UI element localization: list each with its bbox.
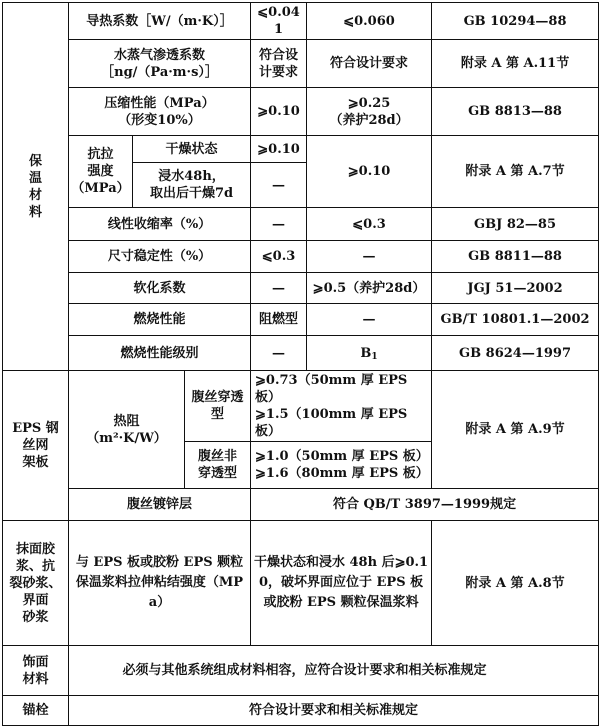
value-non-penetrating: ⩾1.0（50mm 厚 EPS 板） ⩾1.6（80mm 厚 EPS 板） — [251, 442, 432, 489]
test-method: GB 10294—88 — [432, 3, 599, 40]
test-method: 附录 A 第 A.9节 — [432, 371, 599, 489]
item-thermal-resistance: 热阻 （m²·K/W） — [69, 371, 185, 489]
value-1: — — [251, 163, 307, 208]
item-compression: 压缩性能（MPa） （形变10%） — [69, 88, 251, 136]
category-eps-panel: EPS 钢 丝网 架板 — [3, 371, 69, 521]
table-row — [3, 3, 599, 40]
value-2: — — [307, 304, 432, 336]
value-1: — — [251, 336, 307, 371]
item-vapor-permeability: 水蒸气渗透系数 ［ng/（Pa·m·s）］ — [69, 40, 251, 88]
category-anchor: 锚栓 — [3, 696, 69, 726]
table-row — [3, 646, 599, 696]
value-1: — — [251, 208, 307, 241]
table-row — [3, 336, 599, 371]
table-row — [3, 273, 599, 304]
value-1: ⩾0.10 — [251, 136, 307, 163]
category-insulation: 保 温 材 料 — [3, 3, 69, 371]
item-softening-coefficient: 软化系数 — [69, 273, 251, 304]
table-row — [3, 696, 599, 726]
table-row — [3, 521, 599, 646]
value-1: 符合设 计要求 — [251, 40, 307, 88]
value-1: ⩽0.3 — [251, 241, 307, 273]
value-2: ⩽0.060 — [307, 3, 432, 40]
test-method: 附录 A 第 A.7节 — [432, 136, 599, 208]
value-1: ⩽0.041 — [251, 3, 307, 40]
value-2: ⩽0.3 — [307, 208, 432, 241]
table-row — [3, 241, 599, 273]
item-combustion: 燃烧性能 — [69, 304, 251, 336]
test-method: GB 8624—1997 — [432, 336, 599, 371]
value-2: — — [307, 241, 432, 273]
value-1: 阻燃型 — [251, 304, 307, 336]
category-mortar: 抹面胶 浆、抗 裂砂浆、 界面 砂浆 — [3, 521, 69, 646]
table-row — [3, 304, 599, 336]
test-method: JGJ 51—2002 — [432, 273, 599, 304]
item-combustion-class: 燃烧性能级别 — [69, 336, 251, 371]
value-galvanized-layer: 符合 QB/T 3897—1999规定 — [251, 489, 599, 521]
value-2: ⩾0.5（养护28d） — [307, 273, 432, 304]
value-1: ⩾0.10 — [251, 88, 307, 136]
value-1: — — [251, 273, 307, 304]
category-finish: 饰面 材料 — [3, 646, 69, 696]
value-2: ⩾0.25 （养护28d） — [307, 88, 432, 136]
sub-item-non-penetrating: 腹丝非 穿透型 — [185, 442, 251, 489]
value-bond-strength: 干燥状态和浸水 48h 后⩾0.10，破坏界面应位于 EPS 板或胶粉 EPS 颗粒保温浆料 — [251, 521, 432, 646]
test-method: GB/T 10801.1—2002 — [432, 304, 599, 336]
value-2: $B_1$ — [307, 336, 432, 371]
test-method: 附录 A 第 A.11节 — [432, 40, 599, 88]
item-thermal-conductivity: 导热系数［W/（m·K）］ — [69, 3, 251, 40]
sub-item-penetrating: 腹丝穿透型 — [185, 371, 251, 442]
anchor-requirement: 符合设计要求和相关标准规定 — [69, 696, 599, 726]
value-2: ⩾0.10 — [307, 136, 432, 208]
item-galvanized-layer: 腹丝镀锌层 — [69, 489, 251, 521]
test-method: 附录 A 第 A.8节 — [432, 521, 599, 646]
sub-item-dry: 干燥状态 — [133, 136, 251, 163]
value-2: 符合设计要求 — [307, 40, 432, 88]
table-row — [3, 136, 599, 163]
item-dimensional-stability: 尺寸稳定性（%） — [69, 241, 251, 273]
item-linear-shrinkage: 线性收缩率（%） — [69, 208, 251, 241]
item-bond-strength: 与 EPS 板或胶粉 EPS 颗粒保温浆料拉伸粘结强度（MPa） — [69, 521, 251, 646]
test-method: GBJ 82—85 — [432, 208, 599, 241]
test-method: GB 8811—88 — [432, 241, 599, 273]
table-row — [3, 489, 599, 521]
sub-item-soaked: 浸水48h， 取出后干燥7d — [133, 163, 251, 208]
value-penetrating: ⩾0.73（50mm 厚 EPS 板） ⩾1.5（100mm 厚 EPS 板） — [251, 371, 432, 442]
finish-requirement: 必须与其他系统组成材料相容，应符合设计要求和相关标准规定 — [69, 646, 599, 696]
table-row — [3, 371, 599, 442]
spec-table — [2, 2, 599, 726]
table-row — [3, 40, 599, 88]
test-method: GB 8813—88 — [432, 88, 599, 136]
item-tensile-strength: 抗拉 强度 （MPa） — [69, 136, 133, 208]
table-row — [3, 208, 599, 241]
table-row — [3, 88, 599, 136]
